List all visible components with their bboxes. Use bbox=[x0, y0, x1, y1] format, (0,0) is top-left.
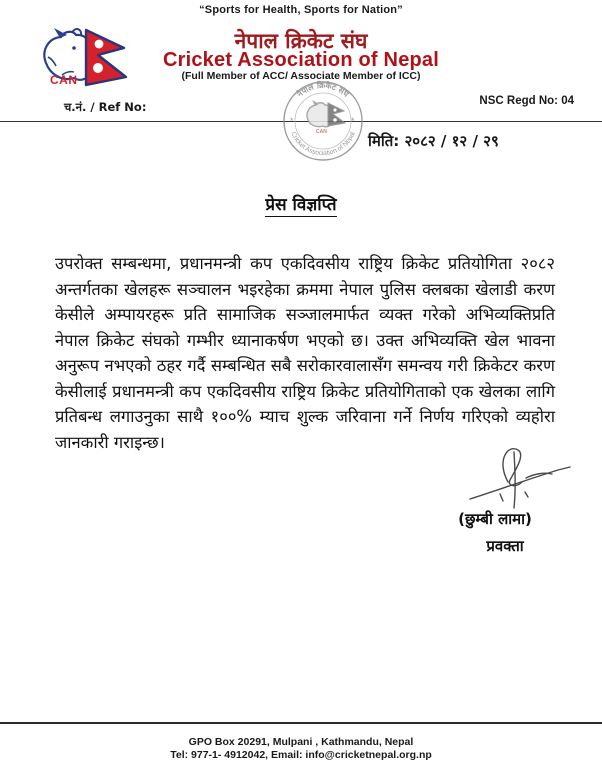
seal-top-arc-text: नेपाल क्रिकेट संघ bbox=[295, 80, 351, 99]
press-release-title: प्रेस विज्ञप्ति bbox=[265, 195, 337, 215]
footer-contact: Tel: 977-1- 4912042, Email: info@cricketnepal.org.np bbox=[170, 749, 432, 761]
seal-star-left: * bbox=[290, 116, 294, 126]
org-name-english: Cricket Association of Nepal bbox=[162, 49, 440, 71]
date-line: मिति: २०८२ / १२ / २९ bbox=[368, 132, 499, 150]
footer-address: GPO Box 20291, Mulpani , Kathmandu, Nepal bbox=[188, 736, 414, 748]
seal-bottom-arc-text: Cricket Association of Nepal bbox=[289, 130, 357, 158]
official-seal-stamp bbox=[282, 80, 364, 162]
signature-scribble-icon bbox=[430, 444, 580, 514]
seal-star-right: * bbox=[351, 116, 355, 126]
logo-acronym: CAN bbox=[50, 73, 78, 87]
nsc-regd-label: NSC Regd No: 04 bbox=[479, 95, 574, 107]
signatory-designation: प्रवक्ता bbox=[486, 537, 524, 555]
org-name-nepali: नेपाल क्रिकेट संघ bbox=[234, 29, 368, 53]
seal-center-acronym: CAN bbox=[316, 129, 327, 135]
press-release-body: उपरोक्त सम्बन्धमा, प्रधानमन्त्री कप एकदिवसीय राष्ट्रिय क्रिकेट प्रतियोगिता २०८२ अन्तर्गतका खेलहरू सञ्चालन भइरहेका क्रममा नेपाल पुलिस क्लबका खेलाडी करण केसीले अम्पायरहरू प्रति सामाजिक सञ्जालमार्फत व्यक्त गरेको अभिव्यक्तिप्रति नेपाल क्रिकेट संघको गम्भीर ध्यानाकर्षण भएको छ। उक्त अभिव्यक्ति खेल भावना अनुरूप नभएको ठहर गर्दै सम्बन्धित सबै सरोकारवालासँग समन्वय गरी क्रिकेटर करण केसीलाई प्रधानमन्त्री कप एकदिवसीय राष्ट्रिय क्रिकेट प्रतियोगिताको एक खेलका लागि प्रतिबन्ध लगाउनुका साथै १००% म्याच शुल्क जरिवाना गर्ने निर्णय गरिएको व्यहोरा जानकारी गराइन्छ। bbox=[55, 254, 555, 452]
membership-line: (Full Member of ACC/ Associate Member of ICC) bbox=[181, 70, 421, 82]
signatory-name: (छुम्बी लामा) bbox=[458, 510, 532, 528]
footer-divider bbox=[0, 722, 602, 724]
ref-no-label: च.नं. / Ref No: bbox=[64, 100, 147, 114]
motto-text: “Sports for Health, Sports for Nation” bbox=[199, 4, 403, 16]
